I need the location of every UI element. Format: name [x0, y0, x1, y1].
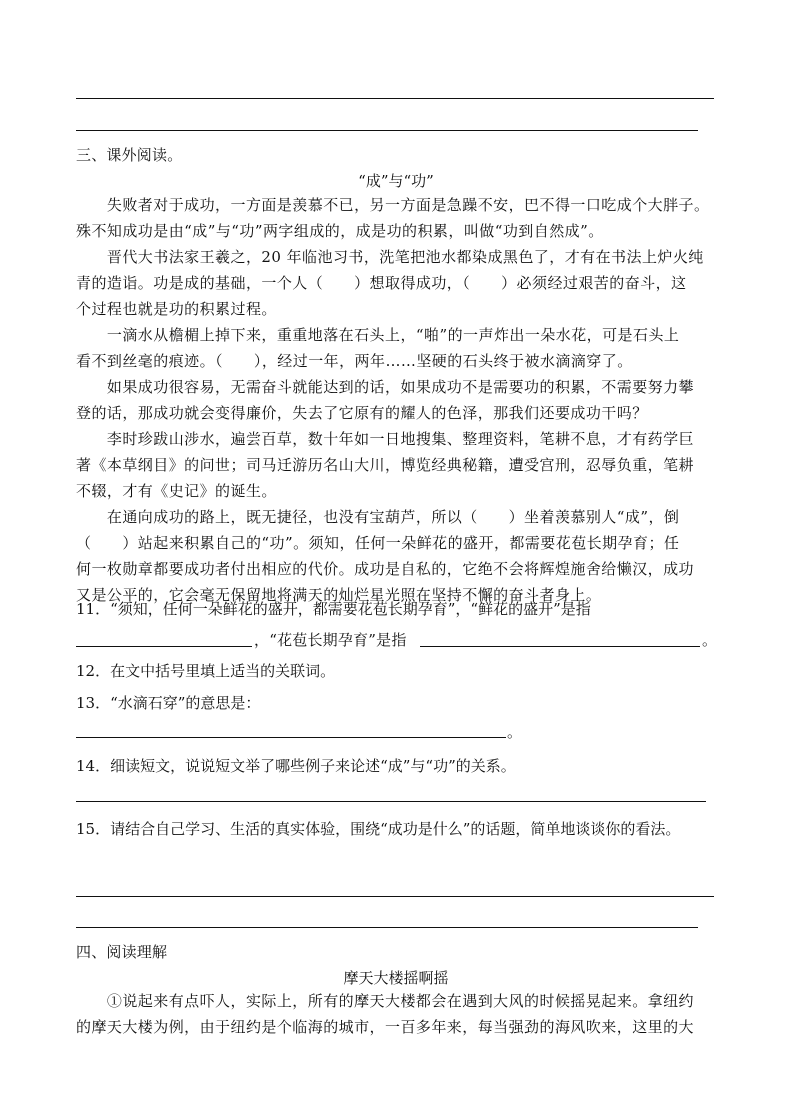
answer-blank-13[interactable]: [76, 737, 506, 738]
paragraph-5: [76, 426, 720, 504]
paragraph-3: [76, 322, 720, 374]
article-body-2: [76, 988, 720, 1040]
section-heading-4: 四、阅读理解: [76, 943, 168, 961]
paragraph-line: ①说起来有点吓人，实际上，所有的摩天大楼都会在遇到大风的时候摇晃起来。拿纽约: [76, 992, 695, 1010]
paragraph-line: 一滴水从檐楣上掉下来，重重地落在石头上，“啪”的一声炸出一朵水花，可是石头上: [76, 326, 680, 344]
question-11: 11．“须知，任何一朵鲜花的盛开，都需要花苞长期孕育”，“鲜花的盛开”是指: [76, 600, 591, 618]
article-title-2: 摩天大楼摇啊摇: [343, 969, 449, 987]
answer-line-15b[interactable]: [76, 927, 698, 928]
answer-line-15a[interactable]: [76, 896, 714, 897]
paragraph-line: 又是公平的，它会毫无保留地将满天的灿烂星光照在坚持不懈的奋斗者身上。: [76, 586, 602, 604]
question-13-end: 。: [507, 723, 523, 741]
paragraph-line: 个过程也就是功的积累过程。: [76, 300, 277, 318]
paragraph-line: 晋代大书法家王羲之，20 年临池习书，洗笔把池水都染成黑色了，才有在书法上炉火纯: [76, 248, 704, 266]
question-11-mid: ，“花苞长期孕育”是指: [254, 631, 407, 649]
paragraph-line: 何一枚勋章都要成功者付出相应的代价。成功是自私的，它绝不会将辉煌施舍给懒汉，成功: [76, 560, 695, 578]
paragraph-line: 不辍，才有《史记》的诞生。: [76, 482, 277, 500]
article-title-1: “成”与“功”: [358, 172, 434, 190]
answer-blank-11a[interactable]: [76, 646, 252, 647]
paragraph-line: 的摩天大楼为例，由于纽约是个临海的城市，一百多年来，每当强劲的海风吹来，这里的大: [76, 1018, 695, 1036]
article-body-1: [76, 192, 720, 608]
question-14: 14．细读短文，说说短文举了哪些例子来论述“成”与“功”的关系。: [76, 757, 516, 775]
answer-line-top-2: [76, 130, 698, 131]
question-13: 13．“水滴石穿”的意思是：: [76, 694, 261, 712]
paragraph-line: 看不到丝毫的痕迹。（ ），经过一年，两年……坚硬的石头终于被水滴滴穿了。: [76, 352, 633, 370]
paragraph-line: 殊不知成功是由“成”与“功”两字组成的，成是功的积累，叫做“功到自然成”。: [76, 222, 604, 240]
question-11-end: 。: [702, 631, 718, 649]
paragraph-line: 李时珍跋山涉水，遍尝百草，数十年如一日地搜集、整理资料，笔耕不息，才有药学巨: [76, 430, 695, 448]
paragraph-line: 如果成功很容易，无需奋斗就能达到的话，如果成功不是需要功的积累，不需要努力攀: [76, 378, 695, 396]
question-15: 15．请结合自己学习、生活的真实体验，围绕“成功是什么”的话题，简单地谈谈你的看法。: [76, 820, 681, 838]
paragraph-6: [76, 504, 720, 608]
paragraph-line: 在通向成功的路上，既无捷径，也没有宝葫芦，所以（ ）坐着羡慕别人“成”，倒: [76, 508, 680, 526]
question-12: 12．在文中括号里填上适当的关联词。: [76, 662, 336, 680]
paragraph-1: [76, 192, 720, 244]
paragraph-line: 失败者对于成功，一方面是羡慕不已，另一方面是急躁不安，巴不得一口吃成个大胖子。: [76, 196, 710, 214]
answer-line-top-1: [76, 98, 714, 99]
paragraph-4: [76, 374, 720, 426]
paragraph-line: 著《本草纲目》的问世；司马迁游历名山大川，博览经典秘籍，遭受宫刑，忍辱负重，笔耕: [76, 456, 695, 474]
paragraph-line: 青的造诣。功是成的基础，一个人（ ）想取得成功，（ ）必须经过艰苦的奋斗，这: [76, 274, 687, 292]
paragraph-line: 登的话，那成功就会变得廉价，失去了它原有的耀人的色泽，那我们还要成功干吗？: [76, 404, 648, 422]
paragraph-2: [76, 244, 720, 322]
answer-blank-11b[interactable]: [420, 646, 700, 647]
paragraph-line: （ ）站起来积累自己的“功”。须知，任何一朵鲜花的盛开，都需要花苞长期孕育；任: [76, 534, 680, 552]
section-heading-3: 三、课外阅读。: [76, 146, 183, 164]
answer-line-14[interactable]: [76, 801, 706, 802]
